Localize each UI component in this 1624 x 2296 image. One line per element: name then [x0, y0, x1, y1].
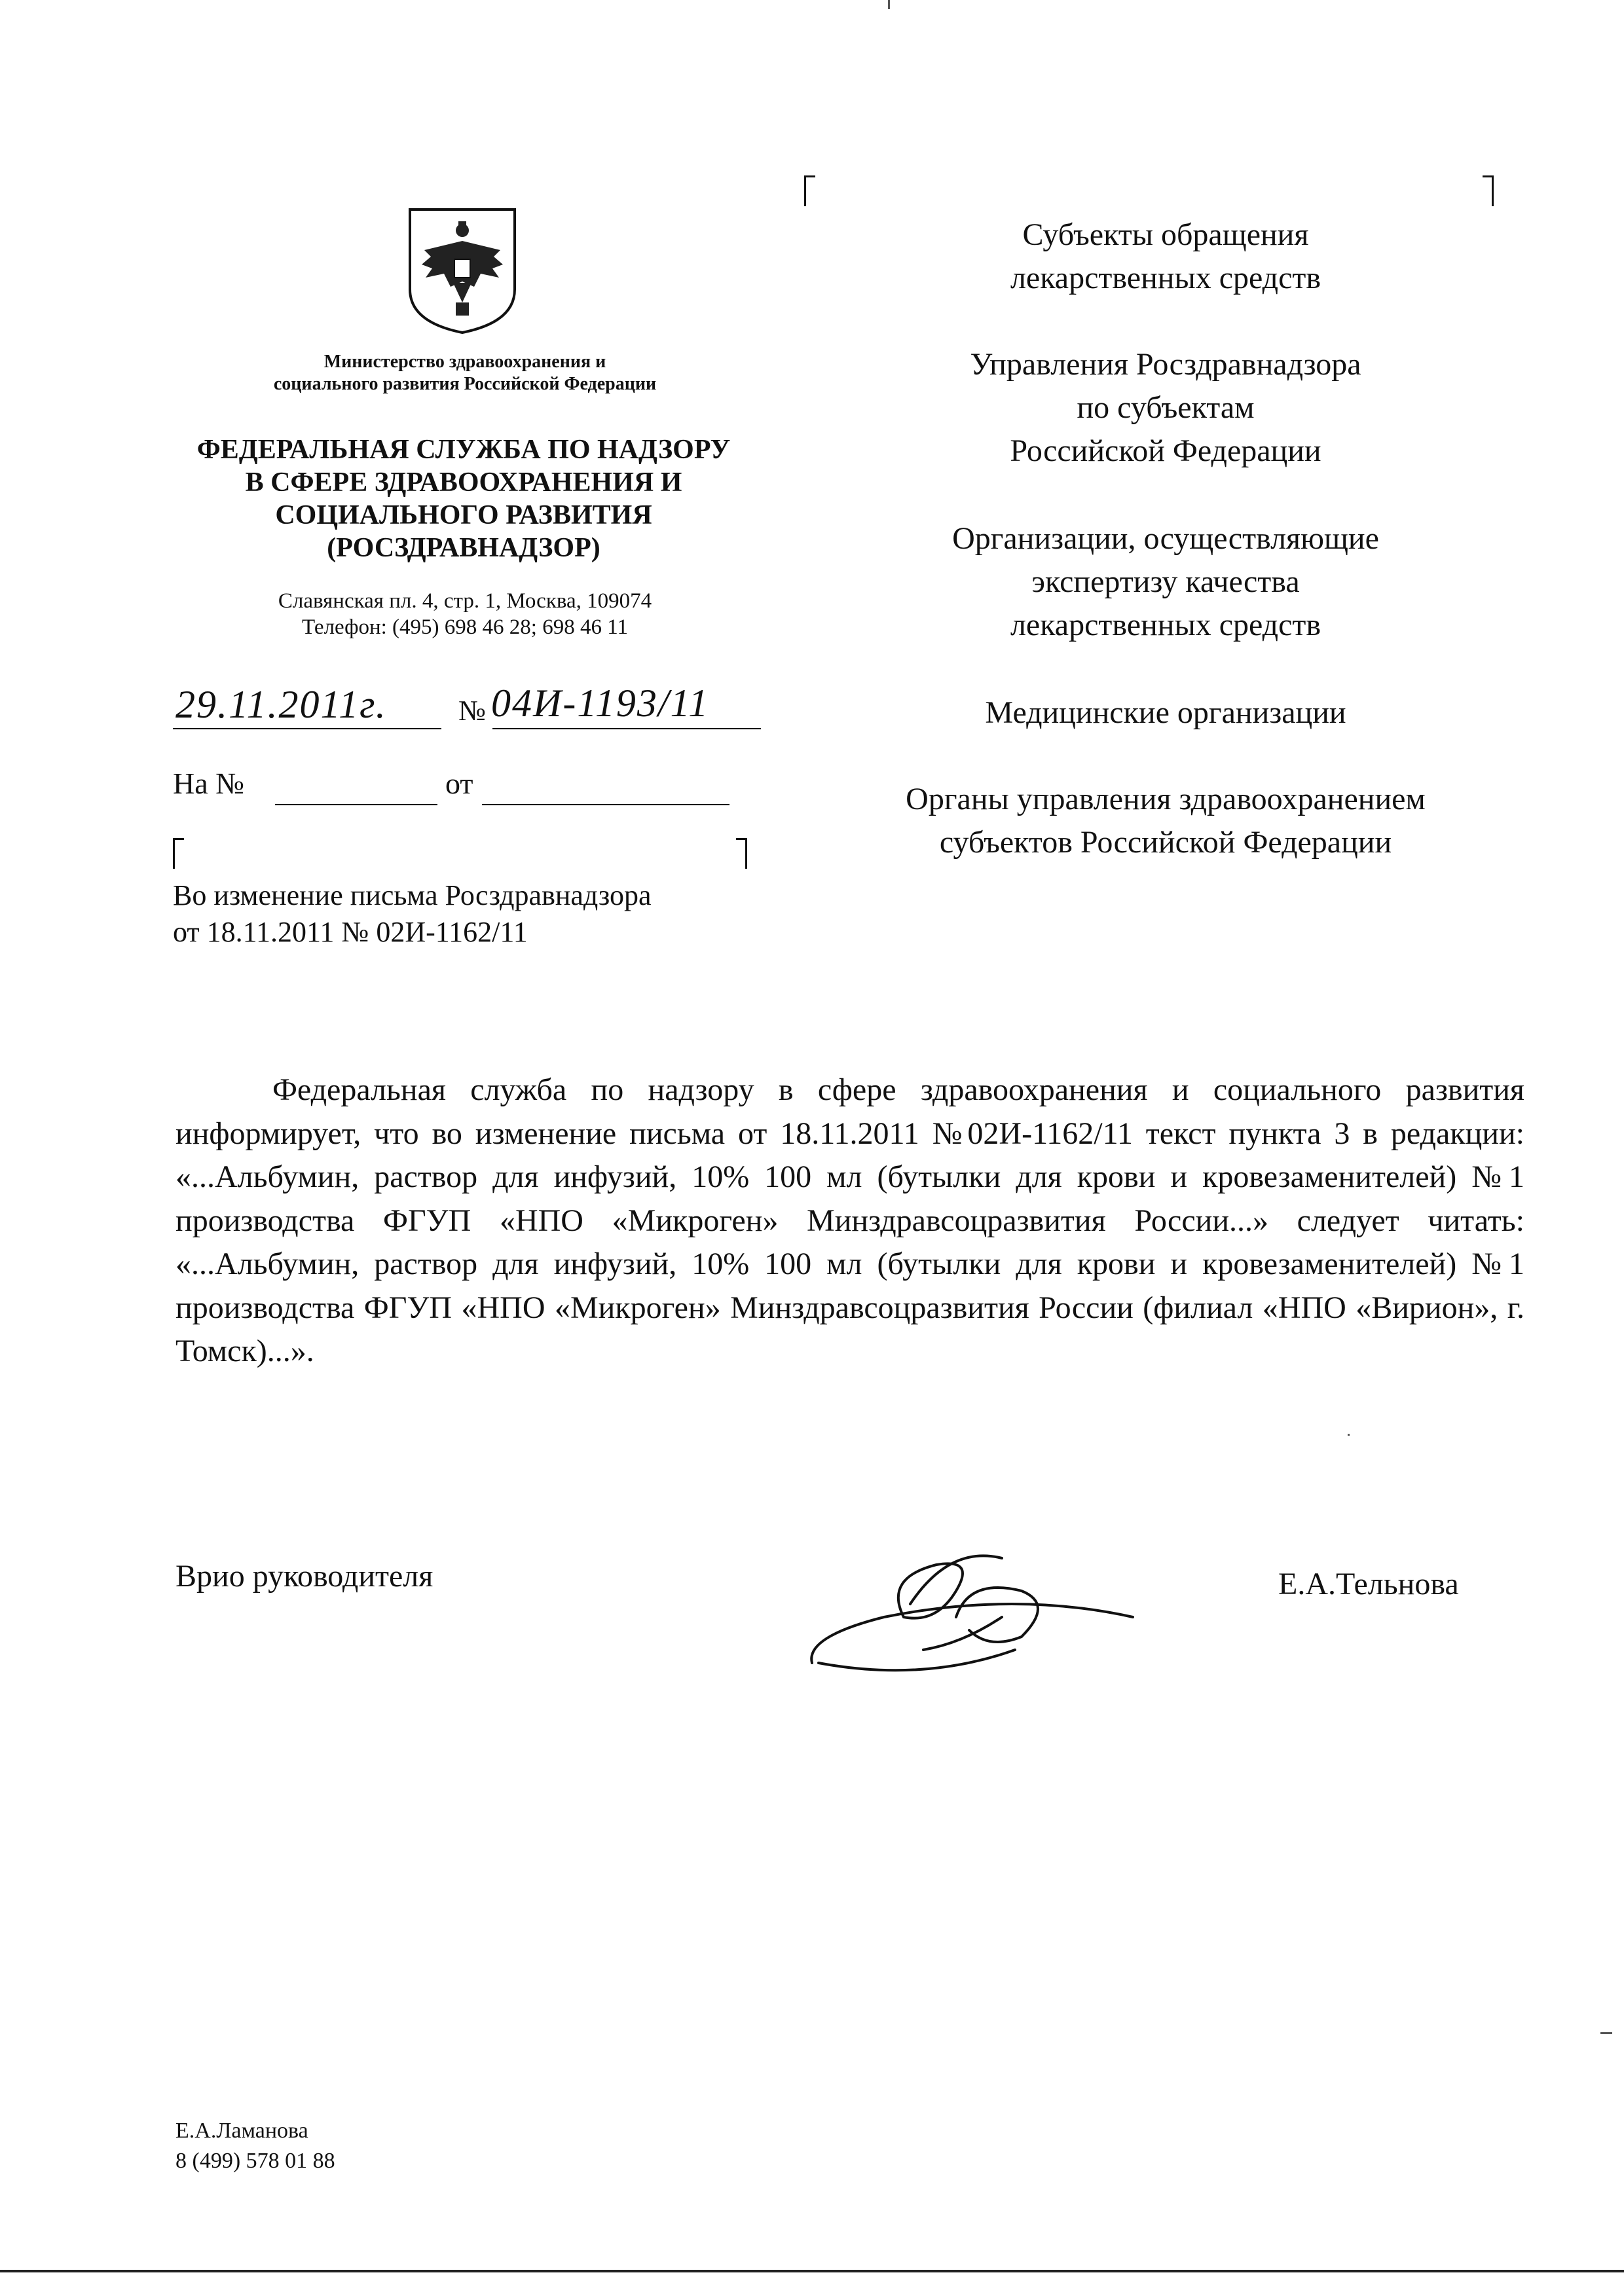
reply-number-label: На № [173, 767, 245, 800]
recipient-line: лекарственных средств [1010, 261, 1321, 295]
reply-date-blank [482, 804, 729, 805]
number-underline [492, 728, 761, 729]
address-line: Славянская пл. 4, стр. 1, Москва, 109074 [278, 589, 652, 613]
signatory-name: Е.А.Тельнова [1278, 1567, 1459, 1601]
agency-line: СОЦИАЛЬНОГО РАЗВИТИЯ [275, 500, 652, 530]
ministry-line: Министерство здравоохранения и [323, 352, 606, 372]
subject-text: Во изменение письма Росздравнадзора [173, 879, 652, 911]
recipient-line: Российской Федерации [1010, 433, 1321, 468]
subject-corner-right [736, 838, 747, 869]
executor-name: Е.А.Ламанова [175, 2119, 308, 2143]
recipient-line: субъектов Российской Федерации [939, 825, 1392, 860]
coat-of-arms-icon [405, 204, 520, 335]
agency-line: В СФЕРЕ ЗДРАВООХРАНЕНИЯ И [245, 467, 682, 498]
letter-date: 29.11.2011г. [175, 683, 387, 726]
letter-body: Федеральная служба по надзору в сфере здравоохранения и социального развития информирует, что во изменение письма от 18.11.2011 №02И-1162/11 текст пункта 3 в редакции: «...Альбумин, раствор для инфузий, 10% 100 мл (бутылки для крови и кровезаменителей) №1 производства ФГУП «НПО «Микроген» Минздравсоцразвития России...» следует читать: «...Альбумин, раствор для инфузий, 10% 100 мл (бутылки для крови и кровезаменителей) №1 производства ФГУП «НПО «Микроген» Минздравсоцразвития России (филиал «НПО «Вирион», г. Томск)...». [175, 1072, 1524, 1368]
handwritten-signature [805, 1519, 1146, 1696]
ministry-line: социального развития Российской Федерации [273, 374, 657, 394]
date-underline [173, 728, 441, 729]
recipients-corner-left [804, 175, 815, 206]
scan-speck [888, 0, 890, 9]
recipients-corner-right [1483, 175, 1494, 206]
scan-speck [1600, 2032, 1612, 2034]
recipient-block [825, 343, 1506, 473]
recipient-line: лекарственных средств [1010, 608, 1321, 642]
recipient-block [825, 691, 1506, 735]
recipient-block [825, 517, 1506, 647]
reply-date-label: от [445, 767, 473, 800]
subject-reference: от 18.11.2011 № 02И-1162/11 [173, 916, 528, 948]
subject-corner-left [173, 838, 184, 869]
reply-number-blank [275, 804, 437, 805]
number-label: № [458, 695, 486, 727]
recipient-block [825, 213, 1506, 300]
recipient-line: Медицинские организации [985, 695, 1346, 730]
executor-phone: 8 (499) 578 01 88 [175, 2149, 335, 2173]
subject-line [173, 877, 762, 951]
recipient-line: по субъектам [1077, 390, 1255, 425]
scan-speck [1348, 1434, 1350, 1436]
signatory-role: Врио руководителя [175, 1559, 434, 1594]
agency-line: ФЕДЕРАЛЬНАЯ СЛУЖБА ПО НАДЗОРУ [196, 435, 731, 465]
agency-name [169, 433, 758, 564]
page-bottom-edge [0, 2270, 1624, 2272]
phone-line: Телефон: (495) 698 46 28; 698 46 11 [302, 615, 628, 639]
agency-line: (РОСЗДРАВНАДЗОР) [327, 533, 600, 563]
recipient-line: Организации, осуществляющие [952, 521, 1379, 556]
letter-number: 04И-1193/11 [491, 682, 710, 725]
recipient-line: экспертизу качества [1031, 564, 1300, 599]
recipient-block [825, 778, 1506, 864]
executor-contact [175, 2116, 335, 2176]
ministry-name [216, 351, 714, 395]
recipient-line: Субъекты обращения [1022, 217, 1309, 252]
agency-address [196, 588, 733, 640]
recipient-line: Органы управления здравоохранением [906, 782, 1426, 816]
recipient-line: Управления Росздравнадзора [970, 347, 1361, 382]
